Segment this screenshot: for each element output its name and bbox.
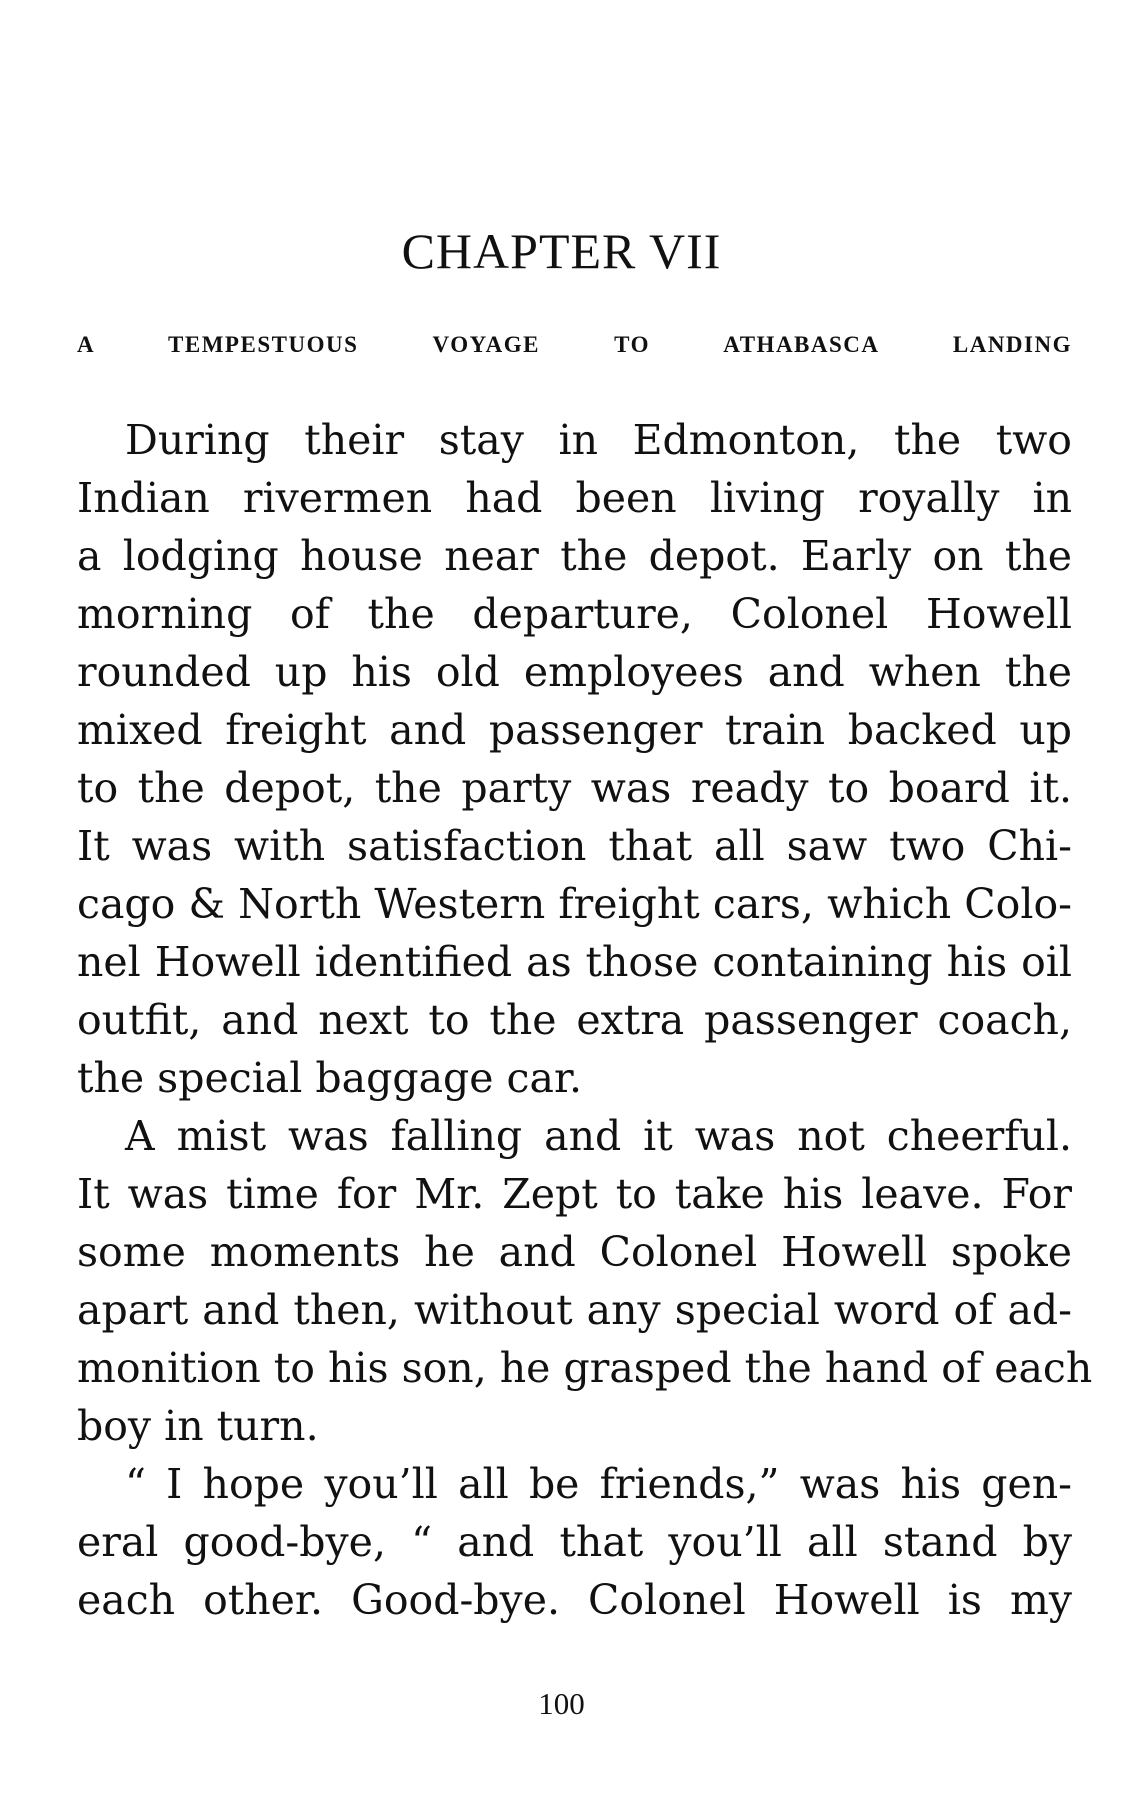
text-line: “ I hope you’ll all be friends,” was his gen- [125, 1460, 1072, 1508]
text-line: A mist was falling and it was not cheerful. [125, 1112, 1072, 1160]
text-line: to the depot, the party was ready to board it. [77, 764, 1072, 812]
text-line: outfit, and next to the extra passenger coach, [77, 996, 1072, 1044]
text-line: some moments he and Colonel Howell spoke [77, 1228, 1072, 1276]
text-line: rounded up his old employees and when the [77, 648, 1072, 696]
text-line: It was with satisfaction that all saw two Chi- [77, 822, 1072, 870]
text-line: the special baggage car. [77, 1054, 583, 1102]
text-line: mixed freight and passenger train backed up [77, 706, 1072, 754]
text-line: eral good-bye, “ and that you’ll all stand by [77, 1518, 1072, 1566]
text-line: cago & North Western freight cars, which Colo- [77, 880, 1072, 928]
chapter-subtitle: A TEMPESTUOUS VOYAGE TO ATHABASCA LANDING [77, 332, 1072, 357]
text-line: each other. Good-bye. Colonel Howell is my [77, 1576, 1072, 1624]
text-line: boy in turn. [77, 1402, 319, 1450]
text-line: morning of the departure, Colonel Howell [77, 590, 1072, 638]
page-number: 100 [538, 1686, 585, 1721]
text-line: Indian rivermen had been living royally in [77, 474, 1072, 522]
text-line: a lodging house near the depot. Early on the [77, 532, 1072, 580]
text-line: apart and then, without any special word of ad- [77, 1286, 1072, 1334]
text-line: It was time for Mr. Zept to take his leave. For [77, 1170, 1072, 1218]
chapter-title: CHAPTER VII [401, 223, 722, 279]
text-line: nel Howell identified as those containing his oil [77, 938, 1072, 986]
text-line: During their stay in Edmonton, the two [125, 416, 1072, 464]
body-text [77, 411, 1093, 1629]
text-line: monition to his son, he grasped the hand of each [77, 1344, 1093, 1392]
